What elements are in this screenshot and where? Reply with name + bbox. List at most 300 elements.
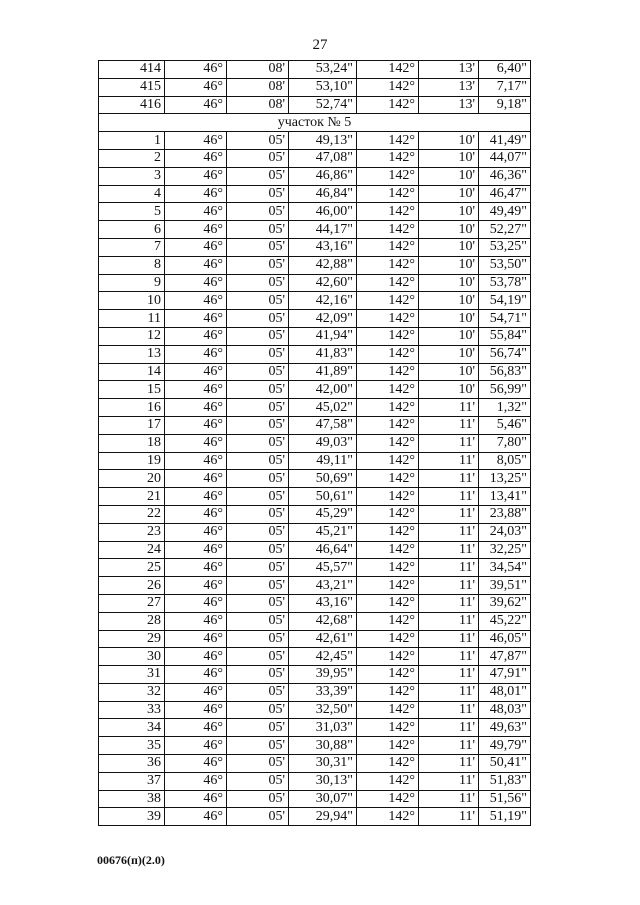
point-number-cell: 2: [99, 149, 165, 167]
longitude-minutes-cell: 11': [419, 577, 479, 595]
longitude-seconds-cell: 56,99": [479, 381, 531, 399]
longitude-minutes-cell: 11': [419, 648, 479, 666]
latitude-degrees-cell: 46°: [165, 399, 227, 417]
longitude-seconds-cell: 54,19": [479, 292, 531, 310]
longitude-degrees-cell: 142°: [357, 132, 419, 150]
table-row: [99, 96, 531, 114]
point-number-cell: 18: [99, 434, 165, 452]
longitude-degrees-cell: 142°: [357, 434, 419, 452]
point-number-cell: 10: [99, 292, 165, 310]
latitude-minutes-cell: 05': [227, 577, 289, 595]
longitude-minutes-cell: 11': [419, 434, 479, 452]
latitude-degrees-cell: 46°: [165, 683, 227, 701]
latitude-minutes-cell: 05': [227, 416, 289, 434]
latitude-seconds-cell: 42,88": [289, 256, 357, 274]
point-number-cell: 26: [99, 577, 165, 595]
latitude-degrees-cell: 46°: [165, 363, 227, 381]
latitude-minutes-cell: 05': [227, 648, 289, 666]
longitude-seconds-cell: 8,05": [479, 452, 531, 470]
longitude-minutes-cell: 10': [419, 238, 479, 256]
latitude-degrees-cell: 46°: [165, 221, 227, 239]
longitude-seconds-cell: 39,62": [479, 594, 531, 612]
point-number-cell: 3: [99, 167, 165, 185]
point-number-cell: 14: [99, 363, 165, 381]
longitude-degrees-cell: 142°: [357, 666, 419, 684]
longitude-seconds-cell: 47,91": [479, 666, 531, 684]
longitude-degrees-cell: 142°: [357, 78, 419, 96]
table-row: [99, 274, 531, 292]
table-row: [99, 541, 531, 559]
latitude-minutes-cell: 05': [227, 345, 289, 363]
longitude-seconds-cell: 46,05": [479, 630, 531, 648]
longitude-minutes-cell: 11': [419, 452, 479, 470]
longitude-minutes-cell: 10': [419, 167, 479, 185]
longitude-degrees-cell: 142°: [357, 61, 419, 79]
latitude-minutes-cell: 08': [227, 78, 289, 96]
latitude-degrees-cell: 46°: [165, 808, 227, 826]
latitude-seconds-cell: 50,69": [289, 470, 357, 488]
point-number-cell: 22: [99, 505, 165, 523]
latitude-minutes-cell: 08': [227, 96, 289, 114]
latitude-seconds-cell: 47,08": [289, 149, 357, 167]
longitude-minutes-cell: 10': [419, 221, 479, 239]
longitude-minutes-cell: 10': [419, 345, 479, 363]
longitude-degrees-cell: 142°: [357, 96, 419, 114]
longitude-minutes-cell: 13': [419, 96, 479, 114]
table-row: [99, 755, 531, 773]
table-row: [99, 167, 531, 185]
point-number-cell: 7: [99, 238, 165, 256]
longitude-minutes-cell: 11': [419, 488, 479, 506]
latitude-degrees-cell: 46°: [165, 149, 227, 167]
table-row: [99, 452, 531, 470]
latitude-minutes-cell: 05': [227, 132, 289, 150]
longitude-degrees-cell: 142°: [357, 701, 419, 719]
longitude-minutes-cell: 11': [419, 416, 479, 434]
table-row: [99, 132, 531, 150]
table-row: [99, 790, 531, 808]
point-number-cell: 4: [99, 185, 165, 203]
longitude-degrees-cell: 142°: [357, 683, 419, 701]
longitude-seconds-cell: 51,19": [479, 808, 531, 826]
latitude-degrees-cell: 46°: [165, 78, 227, 96]
table-row: [99, 221, 531, 239]
latitude-degrees-cell: 46°: [165, 488, 227, 506]
latitude-minutes-cell: 05': [227, 327, 289, 345]
table-row: [99, 61, 531, 79]
latitude-degrees-cell: 46°: [165, 559, 227, 577]
longitude-degrees-cell: 142°: [357, 541, 419, 559]
latitude-degrees-cell: 46°: [165, 132, 227, 150]
latitude-seconds-cell: 46,86": [289, 167, 357, 185]
latitude-degrees-cell: 46°: [165, 256, 227, 274]
table-row: [99, 363, 531, 381]
table-row: [99, 149, 531, 167]
longitude-minutes-cell: 10': [419, 292, 479, 310]
latitude-minutes-cell: 05': [227, 292, 289, 310]
longitude-degrees-cell: 142°: [357, 363, 419, 381]
longitude-minutes-cell: 13': [419, 78, 479, 96]
longitude-seconds-cell: 47,87": [479, 648, 531, 666]
longitude-minutes-cell: 11': [419, 630, 479, 648]
longitude-minutes-cell: 11': [419, 594, 479, 612]
point-number-cell: 33: [99, 701, 165, 719]
longitude-seconds-cell: 49,63": [479, 719, 531, 737]
latitude-minutes-cell: 05': [227, 256, 289, 274]
longitude-minutes-cell: 11': [419, 505, 479, 523]
longitude-seconds-cell: 53,25": [479, 238, 531, 256]
table-row: [99, 648, 531, 666]
table-row: [99, 505, 531, 523]
longitude-seconds-cell: 39,51": [479, 577, 531, 595]
longitude-degrees-cell: 142°: [357, 452, 419, 470]
point-number-cell: 39: [99, 808, 165, 826]
latitude-minutes-cell: 05': [227, 221, 289, 239]
latitude-degrees-cell: 46°: [165, 630, 227, 648]
latitude-seconds-cell: 46,00": [289, 203, 357, 221]
latitude-minutes-cell: 05': [227, 523, 289, 541]
point-number-cell: 13: [99, 345, 165, 363]
longitude-seconds-cell: 7,80": [479, 434, 531, 452]
longitude-minutes-cell: 11': [419, 790, 479, 808]
point-number-cell: 415: [99, 78, 165, 96]
point-number-cell: 24: [99, 541, 165, 559]
latitude-degrees-cell: 46°: [165, 61, 227, 79]
table-row: [99, 559, 531, 577]
longitude-seconds-cell: 34,54": [479, 559, 531, 577]
latitude-seconds-cell: 50,61": [289, 488, 357, 506]
longitude-degrees-cell: 142°: [357, 292, 419, 310]
longitude-minutes-cell: 11': [419, 737, 479, 755]
longitude-seconds-cell: 41,49": [479, 132, 531, 150]
longitude-minutes-cell: 11': [419, 755, 479, 773]
longitude-seconds-cell: 53,78": [479, 274, 531, 292]
point-number-cell: 36: [99, 755, 165, 773]
longitude-seconds-cell: 48,01": [479, 683, 531, 701]
point-number-cell: 5: [99, 203, 165, 221]
longitude-minutes-cell: 11': [419, 719, 479, 737]
latitude-seconds-cell: 45,57": [289, 559, 357, 577]
point-number-cell: 17: [99, 416, 165, 434]
latitude-seconds-cell: 42,00": [289, 381, 357, 399]
latitude-degrees-cell: 46°: [165, 719, 227, 737]
longitude-minutes-cell: 11': [419, 541, 479, 559]
table-row: [99, 594, 531, 612]
longitude-degrees-cell: 142°: [357, 238, 419, 256]
latitude-seconds-cell: 46,84": [289, 185, 357, 203]
longitude-degrees-cell: 142°: [357, 327, 419, 345]
longitude-seconds-cell: 23,88": [479, 505, 531, 523]
latitude-degrees-cell: 46°: [165, 470, 227, 488]
latitude-seconds-cell: 43,21": [289, 577, 357, 595]
table-row: [99, 719, 531, 737]
longitude-degrees-cell: 142°: [357, 470, 419, 488]
latitude-seconds-cell: 45,02": [289, 399, 357, 417]
longitude-degrees-cell: 142°: [357, 221, 419, 239]
latitude-seconds-cell: 32,50": [289, 701, 357, 719]
longitude-seconds-cell: 53,50": [479, 256, 531, 274]
latitude-degrees-cell: 46°: [165, 523, 227, 541]
longitude-minutes-cell: 11': [419, 701, 479, 719]
table-row: [99, 577, 531, 595]
latitude-minutes-cell: 05': [227, 541, 289, 559]
point-number-cell: 30: [99, 648, 165, 666]
table-row: [99, 470, 531, 488]
longitude-minutes-cell: 13': [419, 61, 479, 79]
point-number-cell: 8: [99, 256, 165, 274]
latitude-minutes-cell: 05': [227, 790, 289, 808]
point-number-cell: 11: [99, 310, 165, 328]
longitude-seconds-cell: 45,22": [479, 612, 531, 630]
point-number-cell: 1: [99, 132, 165, 150]
longitude-minutes-cell: 10': [419, 327, 479, 345]
latitude-seconds-cell: 52,74": [289, 96, 357, 114]
latitude-minutes-cell: 05': [227, 167, 289, 185]
latitude-degrees-cell: 46°: [165, 701, 227, 719]
latitude-minutes-cell: 05': [227, 612, 289, 630]
point-number-cell: 16: [99, 399, 165, 417]
longitude-degrees-cell: 142°: [357, 523, 419, 541]
latitude-degrees-cell: 46°: [165, 505, 227, 523]
table-row: [99, 416, 531, 434]
latitude-minutes-cell: 05': [227, 701, 289, 719]
point-number-cell: 23: [99, 523, 165, 541]
longitude-seconds-cell: 48,03": [479, 701, 531, 719]
longitude-seconds-cell: 51,83": [479, 772, 531, 790]
point-number-cell: 414: [99, 61, 165, 79]
latitude-degrees-cell: 46°: [165, 167, 227, 185]
longitude-minutes-cell: 11': [419, 683, 479, 701]
longitude-seconds-cell: 52,27": [479, 221, 531, 239]
longitude-seconds-cell: 56,74": [479, 345, 531, 363]
latitude-seconds-cell: 30,31": [289, 755, 357, 773]
longitude-degrees-cell: 142°: [357, 310, 419, 328]
latitude-minutes-cell: 05': [227, 772, 289, 790]
longitude-seconds-cell: 13,25": [479, 470, 531, 488]
latitude-minutes-cell: 05': [227, 755, 289, 773]
longitude-degrees-cell: 142°: [357, 274, 419, 292]
table-row: [99, 737, 531, 755]
point-number-cell: 6: [99, 221, 165, 239]
point-number-cell: 27: [99, 594, 165, 612]
latitude-seconds-cell: 30,07": [289, 790, 357, 808]
table-row: [99, 310, 531, 328]
latitude-minutes-cell: 05': [227, 719, 289, 737]
document-code: 00676(п)(2.0): [97, 853, 165, 867]
latitude-seconds-cell: 44,17": [289, 221, 357, 239]
latitude-degrees-cell: 46°: [165, 416, 227, 434]
latitude-seconds-cell: 33,39": [289, 683, 357, 701]
latitude-degrees-cell: 46°: [165, 577, 227, 595]
longitude-seconds-cell: 6,40": [479, 61, 531, 79]
longitude-minutes-cell: 10': [419, 381, 479, 399]
longitude-degrees-cell: 142°: [357, 345, 419, 363]
latitude-degrees-cell: 46°: [165, 790, 227, 808]
latitude-degrees-cell: 46°: [165, 434, 227, 452]
latitude-degrees-cell: 46°: [165, 772, 227, 790]
point-number-cell: 15: [99, 381, 165, 399]
table-row: [99, 78, 531, 96]
longitude-minutes-cell: 10': [419, 185, 479, 203]
longitude-degrees-cell: 142°: [357, 185, 419, 203]
latitude-degrees-cell: 46°: [165, 274, 227, 292]
latitude-seconds-cell: 43,16": [289, 238, 357, 256]
longitude-minutes-cell: 10': [419, 149, 479, 167]
latitude-minutes-cell: 05': [227, 666, 289, 684]
latitude-degrees-cell: 46°: [165, 737, 227, 755]
latitude-seconds-cell: 41,83": [289, 345, 357, 363]
latitude-seconds-cell: 42,45": [289, 648, 357, 666]
point-number-cell: 31: [99, 666, 165, 684]
point-number-cell: 35: [99, 737, 165, 755]
longitude-degrees-cell: 142°: [357, 256, 419, 274]
latitude-minutes-cell: 05': [227, 399, 289, 417]
point-number-cell: 12: [99, 327, 165, 345]
longitude-seconds-cell: 7,17": [479, 78, 531, 96]
latitude-seconds-cell: 41,94": [289, 327, 357, 345]
longitude-degrees-cell: 142°: [357, 630, 419, 648]
longitude-seconds-cell: 9,18": [479, 96, 531, 114]
latitude-seconds-cell: 42,09": [289, 310, 357, 328]
table-row: [99, 612, 531, 630]
longitude-minutes-cell: 10': [419, 256, 479, 274]
latitude-degrees-cell: 46°: [165, 185, 227, 203]
longitude-minutes-cell: 11': [419, 772, 479, 790]
table-row: [99, 666, 531, 684]
longitude-degrees-cell: 142°: [357, 594, 419, 612]
longitude-seconds-cell: 46,47": [479, 185, 531, 203]
point-number-cell: 29: [99, 630, 165, 648]
latitude-minutes-cell: 05': [227, 363, 289, 381]
longitude-minutes-cell: 11': [419, 612, 479, 630]
latitude-minutes-cell: 05': [227, 274, 289, 292]
latitude-seconds-cell: 41,89": [289, 363, 357, 381]
longitude-minutes-cell: 11': [419, 470, 479, 488]
longitude-degrees-cell: 142°: [357, 559, 419, 577]
longitude-seconds-cell: 49,79": [479, 737, 531, 755]
point-number-cell: 21: [99, 488, 165, 506]
point-number-cell: 19: [99, 452, 165, 470]
latitude-degrees-cell: 46°: [165, 292, 227, 310]
longitude-minutes-cell: 11': [419, 399, 479, 417]
latitude-degrees-cell: 46°: [165, 666, 227, 684]
longitude-minutes-cell: 10': [419, 363, 479, 381]
longitude-degrees-cell: 142°: [357, 505, 419, 523]
section-title: участок № 5: [99, 114, 531, 132]
longitude-seconds-cell: 5,46": [479, 416, 531, 434]
longitude-degrees-cell: 142°: [357, 399, 419, 417]
latitude-minutes-cell: 05': [227, 310, 289, 328]
longitude-seconds-cell: 50,41": [479, 755, 531, 773]
latitude-minutes-cell: 05': [227, 630, 289, 648]
longitude-seconds-cell: 49,49": [479, 203, 531, 221]
latitude-seconds-cell: 46,64": [289, 541, 357, 559]
table-row: [99, 185, 531, 203]
point-number-cell: 34: [99, 719, 165, 737]
latitude-minutes-cell: 05': [227, 381, 289, 399]
latitude-seconds-cell: 53,10": [289, 78, 357, 96]
point-number-cell: 32: [99, 683, 165, 701]
latitude-minutes-cell: 05': [227, 683, 289, 701]
longitude-seconds-cell: 54,71": [479, 310, 531, 328]
table-row: [99, 327, 531, 345]
longitude-minutes-cell: 10': [419, 274, 479, 292]
longitude-minutes-cell: 11': [419, 808, 479, 826]
latitude-degrees-cell: 46°: [165, 612, 227, 630]
latitude-minutes-cell: 05': [227, 808, 289, 826]
longitude-minutes-cell: 11': [419, 523, 479, 541]
longitude-degrees-cell: 142°: [357, 648, 419, 666]
table-row: [99, 808, 531, 826]
latitude-seconds-cell: 42,68": [289, 612, 357, 630]
table-row: [99, 523, 531, 541]
longitude-degrees-cell: 142°: [357, 381, 419, 399]
latitude-minutes-cell: 05': [227, 185, 289, 203]
latitude-seconds-cell: 42,61": [289, 630, 357, 648]
latitude-minutes-cell: 05': [227, 452, 289, 470]
table-row: [99, 434, 531, 452]
latitude-seconds-cell: 42,16": [289, 292, 357, 310]
longitude-degrees-cell: 142°: [357, 790, 419, 808]
latitude-seconds-cell: 53,24": [289, 61, 357, 79]
latitude-degrees-cell: 46°: [165, 96, 227, 114]
table-row: [99, 772, 531, 790]
longitude-seconds-cell: 13,41": [479, 488, 531, 506]
longitude-seconds-cell: 24,03": [479, 523, 531, 541]
longitude-degrees-cell: 142°: [357, 203, 419, 221]
longitude-degrees-cell: 142°: [357, 808, 419, 826]
longitude-seconds-cell: 1,32": [479, 399, 531, 417]
longitude-seconds-cell: 32,25": [479, 541, 531, 559]
table-row: [99, 292, 531, 310]
latitude-seconds-cell: 30,88": [289, 737, 357, 755]
point-number-cell: 25: [99, 559, 165, 577]
latitude-minutes-cell: 05': [227, 149, 289, 167]
latitude-degrees-cell: 46°: [165, 755, 227, 773]
latitude-seconds-cell: 49,13": [289, 132, 357, 150]
table-row: [99, 399, 531, 417]
longitude-seconds-cell: 44,07": [479, 149, 531, 167]
latitude-minutes-cell: 05': [227, 434, 289, 452]
longitude-degrees-cell: 142°: [357, 719, 419, 737]
latitude-seconds-cell: 39,95": [289, 666, 357, 684]
table-row: [99, 630, 531, 648]
latitude-degrees-cell: 46°: [165, 310, 227, 328]
latitude-seconds-cell: 30,13": [289, 772, 357, 790]
latitude-degrees-cell: 46°: [165, 327, 227, 345]
longitude-seconds-cell: 46,36": [479, 167, 531, 185]
longitude-degrees-cell: 142°: [357, 488, 419, 506]
longitude-seconds-cell: 56,83": [479, 363, 531, 381]
table-row: [99, 238, 531, 256]
longitude-degrees-cell: 142°: [357, 577, 419, 595]
table-row: [99, 701, 531, 719]
latitude-minutes-cell: 05': [227, 488, 289, 506]
longitude-minutes-cell: 10': [419, 310, 479, 328]
table-row: [99, 683, 531, 701]
latitude-seconds-cell: 49,03": [289, 434, 357, 452]
coordinates-table: [98, 60, 531, 826]
latitude-degrees-cell: 46°: [165, 381, 227, 399]
latitude-minutes-cell: 05': [227, 203, 289, 221]
latitude-seconds-cell: 29,94": [289, 808, 357, 826]
page-number: 27: [312, 37, 328, 53]
longitude-degrees-cell: 142°: [357, 755, 419, 773]
latitude-seconds-cell: 47,58": [289, 416, 357, 434]
table-row: [99, 488, 531, 506]
latitude-degrees-cell: 46°: [165, 594, 227, 612]
latitude-degrees-cell: 46°: [165, 452, 227, 470]
